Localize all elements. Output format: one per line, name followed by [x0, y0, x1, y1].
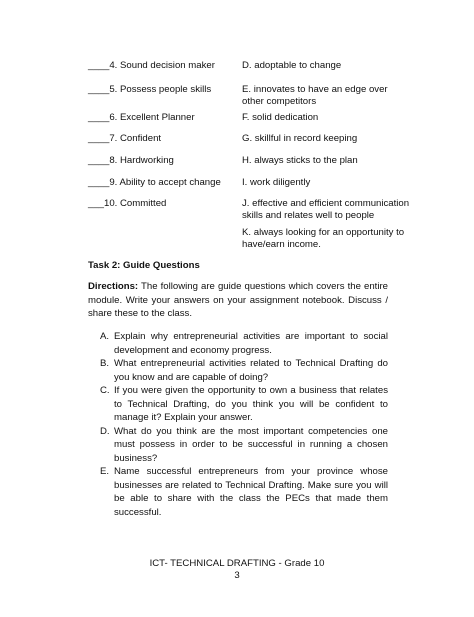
- matching-item-8: ____8. Hardworking: [88, 155, 174, 166]
- guide-question: [88, 384, 388, 425]
- directions-paragraph: [88, 280, 388, 321]
- matching-choice-g: G. skillful in record keeping: [242, 133, 358, 144]
- matching-choice-i: I. work diligently: [242, 177, 311, 188]
- question-letter: B.: [100, 358, 110, 369]
- guide-question: [88, 465, 388, 519]
- question-text: Name successful entrepreneurs from your province whose businesses are related to Technical Drafting. Make sure you will be able to share with the class the PECs that made them successful.: [114, 466, 388, 518]
- matching-item-10: ___10. Committed: [88, 198, 167, 209]
- question-letter: A.: [100, 331, 110, 342]
- matching-choice-j: J. effective and efficient communication skills and relates well to people: [242, 198, 410, 221]
- matching-item-4: ____4. Sound decision maker: [88, 60, 215, 71]
- page-number: 3: [234, 570, 240, 581]
- matching-item-9: ____9. Ability to accept change: [88, 177, 221, 188]
- guide-questions-list: [88, 330, 388, 519]
- question-letter: E.: [100, 466, 110, 477]
- task-title: Task 2: Guide Questions: [88, 260, 200, 271]
- question-text: What entrepreneurial activities related to Technical Drafting do you know and are capable of doing?: [114, 358, 388, 383]
- footer-course: ICT- TECHNICAL DRAFTING - Grade 10: [149, 558, 325, 569]
- matching-choice-k: K. always looking for an opportunity to have/earn income.: [242, 227, 405, 250]
- question-text: If you were given the opportunity to own a business that relates to Technical Drafting, do you think you will be confident to manage it? Explain your answer.: [114, 385, 388, 423]
- directions-label: Directions:: [88, 281, 139, 292]
- guide-question: [88, 357, 388, 384]
- guide-question: [88, 330, 388, 357]
- matching-choice-h: H. always sticks to the plan: [242, 155, 358, 166]
- question-text: Explain why entrepreneurial activities are important to social development and economy progress.: [114, 331, 388, 356]
- directions-text: The following are guide questions which covers the entire module. Write your answers on your assignment notebook. Discuss / share these to the class.: [88, 281, 388, 319]
- question-text: What do you think are the most important competencies one must possess in order to be successful in running a chosen business?: [114, 425, 388, 464]
- question-letter: D.: [100, 425, 110, 437]
- matching-choice-d: D. adoptable to change: [242, 60, 342, 71]
- matching-item-5: ____5. Possess people skills: [88, 84, 212, 95]
- matching-item-7: ____7. Confident: [88, 133, 162, 144]
- question-letter: C.: [100, 385, 110, 396]
- matching-choice-f: F. solid dedication: [242, 112, 319, 123]
- matching-choice-e: E. innovates to have an edge over other competitors: [242, 84, 388, 107]
- matching-item-6: ____6. Excellent Planner: [88, 112, 195, 123]
- guide-question: [88, 425, 388, 466]
